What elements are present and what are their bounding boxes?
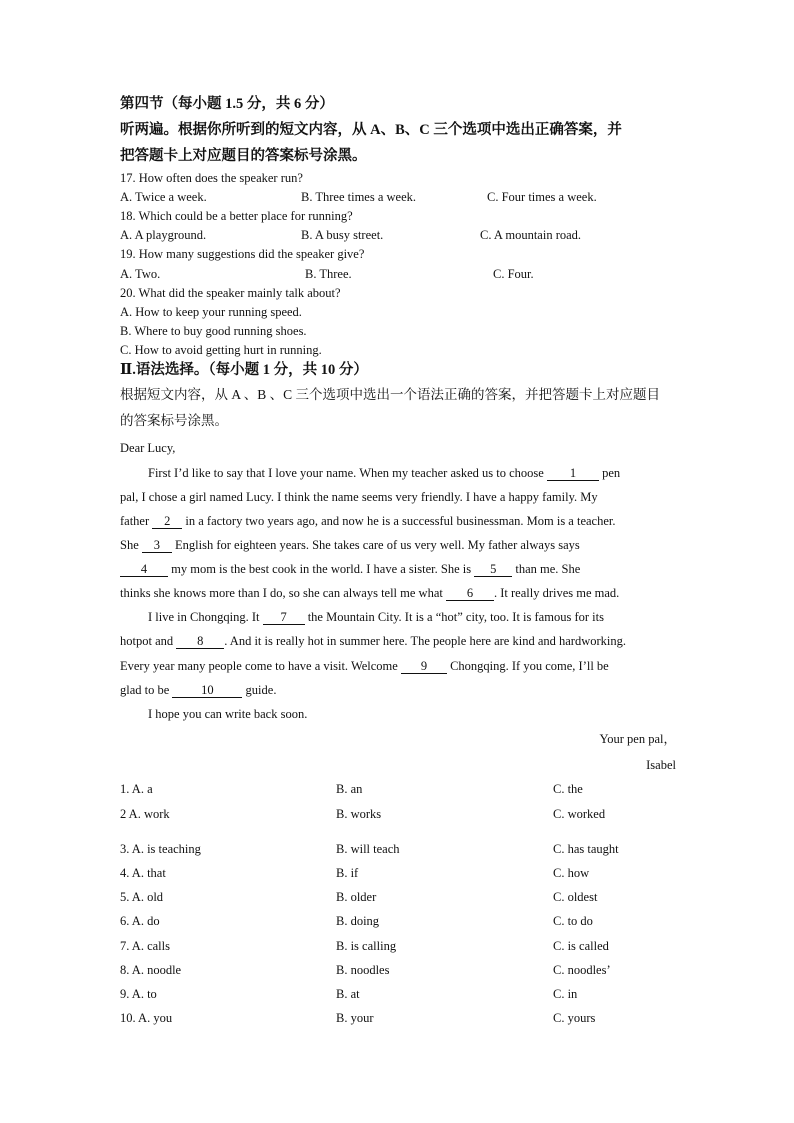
options-row	[120, 913, 676, 929]
option-b: B. doing	[336, 914, 380, 928]
option-c: C. how	[553, 866, 590, 880]
question: 17. How often does the speaker run?	[120, 171, 303, 185]
option-a: 2 A. work	[120, 807, 170, 821]
blank-9: 9	[401, 660, 447, 674]
option-row	[120, 266, 676, 282]
grammar-instruction: 根据短文内容，从 A 、B 、C 三个选项中选出一个语法正确的答案，并把答题卡上对应题目	[120, 387, 661, 402]
letter-line: I live in Chongqing. It 7 the Mountain City. It is a “hot” city, too. It is famous for its	[148, 610, 604, 624]
options-row	[120, 986, 676, 1002]
option-c: C. How to avoid getting hurt in running.	[120, 343, 322, 357]
blank-6: 6	[446, 587, 494, 601]
blank-2: 2	[152, 515, 182, 529]
option-c: C. the	[553, 782, 583, 796]
option-b: B. Where to buy good running shoes.	[120, 324, 307, 338]
option-a: 8. A. noodle	[120, 963, 182, 977]
question: 18. Which could be a better place for running?	[120, 209, 353, 223]
letter-greeting: Dear Lucy,	[120, 441, 176, 455]
letter-line: First I’d like to say that I love your name. When my teacher asked us to choose 1 pen	[148, 466, 621, 480]
option-a: 1. A. a	[120, 782, 153, 796]
option-b: B. Three.	[305, 267, 352, 281]
letter-line: thinks she knows more than I do, so she can always tell me what 6 . It really drives me mad.	[120, 586, 620, 600]
option-c: C. A mountain road.	[480, 228, 582, 242]
option-a: A. Two.	[120, 267, 161, 281]
option-b: B. noodles	[336, 963, 390, 977]
option-b: B. Three times a week.	[301, 190, 417, 204]
letter-line: pal, I chose a girl named Lucy. I think the name seems very friendly. I have a happy family. My	[120, 490, 598, 504]
option-c: C. noodles’	[553, 963, 611, 977]
option-b: B. A busy street.	[301, 228, 384, 242]
option-a: A. A playground.	[120, 228, 207, 242]
option-b: B. will teach	[336, 842, 400, 856]
grammar-title: Ⅱ.语法选择。（每小题 1 分，共 10 分）	[120, 362, 368, 378]
option-a: 10. A. you	[120, 1011, 173, 1025]
blank-1: 1	[547, 467, 599, 481]
option-c: C. worked	[553, 807, 606, 821]
section-title: 第四节（每小题 1.5 分，共 6 分）	[120, 96, 334, 112]
option-b: B. at	[336, 987, 360, 1001]
option-a: 9. A. to	[120, 987, 157, 1001]
blank-3: 3	[142, 539, 172, 553]
letter-line: She 3 English for eighteen years. She takes care of us very well. My father always says	[120, 538, 580, 552]
option-c: C. oldest	[553, 890, 598, 904]
letter-line: hotpot and 8 . And it is really hot in summer here. The people here are kind and hardworking.	[120, 634, 626, 648]
options-row	[120, 806, 676, 822]
blank-7: 7	[263, 611, 305, 625]
option-c: C. has taught	[553, 842, 619, 856]
option-row	[120, 189, 676, 205]
section-instruction: 听两遍。根据你所听到的短文内容，从 A、B、C 三个选项中选出正确答案，并	[120, 122, 622, 138]
letter-closing: Your pen pal，	[599, 732, 676, 746]
letter-line: Every year many people come to have a visit. Welcome 9 Chongqing. If you come, I’ll be	[120, 659, 609, 673]
option-a: A. Twice a week.	[120, 190, 207, 204]
letter-line: glad to be 10 guide.	[120, 683, 277, 697]
option-b: B. if	[336, 866, 359, 880]
option-a: 4. A. that	[120, 866, 166, 880]
option-c: C. Four times a week.	[487, 190, 597, 204]
option-b: B. works	[336, 807, 382, 821]
letter-line: 4 my mom is the best cook in the world. I have a sister. She is 5 than me. She	[120, 561, 676, 577]
question: 19. How many suggestions did the speaker give?	[120, 247, 365, 261]
option-a: 6. A. do	[120, 914, 160, 928]
question: 20. What did the speaker mainly talk about?	[120, 286, 341, 300]
option-c: C. is called	[553, 939, 609, 953]
option-c: C. in	[553, 987, 578, 1001]
blank-4: 4	[120, 563, 168, 577]
grammar-instruction-cont: 的答案标号涂黑。	[120, 413, 228, 428]
blank-5: 5	[474, 563, 512, 577]
blank-8: 8	[176, 635, 224, 649]
options-row	[120, 889, 676, 905]
letter-line: father 2 in a factory two years ago, and now he is a successful businessman. Mom is a teacher.	[120, 514, 616, 528]
blank-10: 10	[172, 684, 242, 698]
option-c: C. to do	[553, 914, 593, 928]
option-b: B. an	[336, 782, 363, 796]
option-b: B. is calling	[336, 939, 397, 953]
option-a: 5. A. old	[120, 890, 164, 904]
option-a: 3. A. is teaching	[120, 842, 201, 856]
option-a: 7. A. calls	[120, 939, 170, 953]
option-c: C. yours	[553, 1011, 596, 1025]
options-row	[120, 865, 676, 881]
option-a: A. How to keep your running speed.	[120, 305, 302, 319]
letter-signature: Isabel	[646, 758, 676, 772]
letter-line: I hope you can write back soon.	[148, 707, 308, 721]
options-row	[120, 938, 676, 954]
options-row	[120, 962, 676, 978]
option-c: C. Four.	[493, 267, 534, 281]
option-b: B. your	[336, 1011, 374, 1025]
options-row	[120, 1010, 676, 1026]
options-row	[120, 781, 676, 797]
option-b: B. older	[336, 890, 377, 904]
option-row	[120, 227, 676, 243]
options-row	[120, 841, 676, 857]
section-instruction-cont: 把答题卡上对应题目的答案标号涂黑。	[120, 148, 367, 164]
